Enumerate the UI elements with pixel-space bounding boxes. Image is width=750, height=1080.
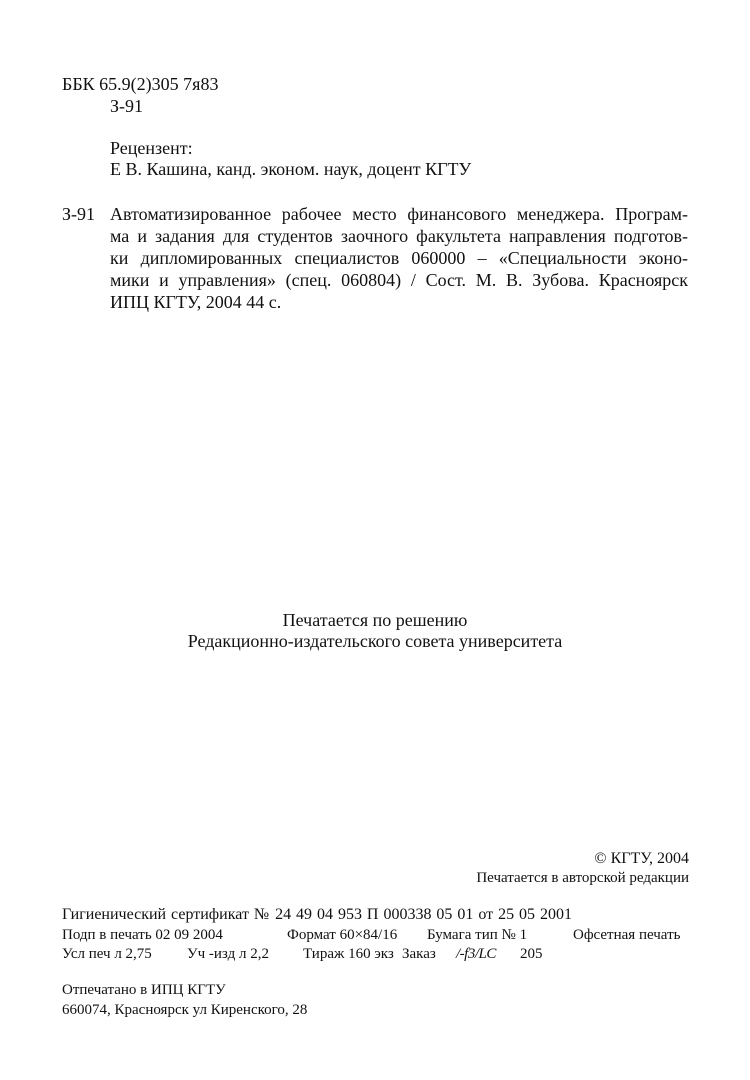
annotation-line: ки дипломированных специалистов 060000 – «Специальности эконо- [110,248,688,268]
printed-at: Отпечатано в ИПЦ КГТУ [62,982,226,998]
annotation-line: ма и задания для студентов заочного факультета направления подготов- [110,226,688,246]
print-type: Офсетная печать [573,927,681,943]
order-label: Заказ [402,946,436,962]
paper-format: Формат 60×84/16 [287,927,398,943]
paper-type: Бумага тип № 1 [427,927,528,943]
signed-to-print: Подп в печать 02 09 2004 [62,927,223,943]
address: 660074, Красноярск ул Киренского, 28 [62,1002,308,1018]
print-sheets: Усл печ л 2,75 [62,946,152,962]
reviewer-name: Е В. Кашина, канд. эконом. наук, доцент КГТУ [110,159,472,179]
annotation-line: Автоматизированное рабочее место финансового менеджера. Програм- [110,204,688,224]
reviewer-label: Рецензент: [110,138,193,158]
author-edition-note: Печатается в авторской редакции [476,870,689,886]
publisher-sheets: Уч -изд л 2,2 [187,946,269,962]
annotation-line: мики и управления» (спец. 060804) / Сост. М. В. Зубова. Красноярск [110,270,688,290]
annotation-code: З-91 [62,204,96,224]
author-sign: З-91 [110,96,144,116]
order-handwritten: /-f3/LC [456,946,496,962]
order-number: 205 [520,946,543,962]
copyright: © КГТУ, 2004 [594,850,689,867]
annotation-line: ИПЦ КГТУ, 2004 44 с. [110,292,282,312]
print-run: Тираж 160 экз [303,946,394,962]
approval-line-1: Печатается по решению [282,610,468,630]
approval-line-2: Редакционно-издательского совета университета [187,631,563,651]
bbk-code: ББК 65.9(2)305 7я83 [62,74,219,94]
hygiene-certificate: Гигиенический сертификат № 24 49 04 953 П 000338 05 01 от 25 05 2001 [62,906,572,923]
